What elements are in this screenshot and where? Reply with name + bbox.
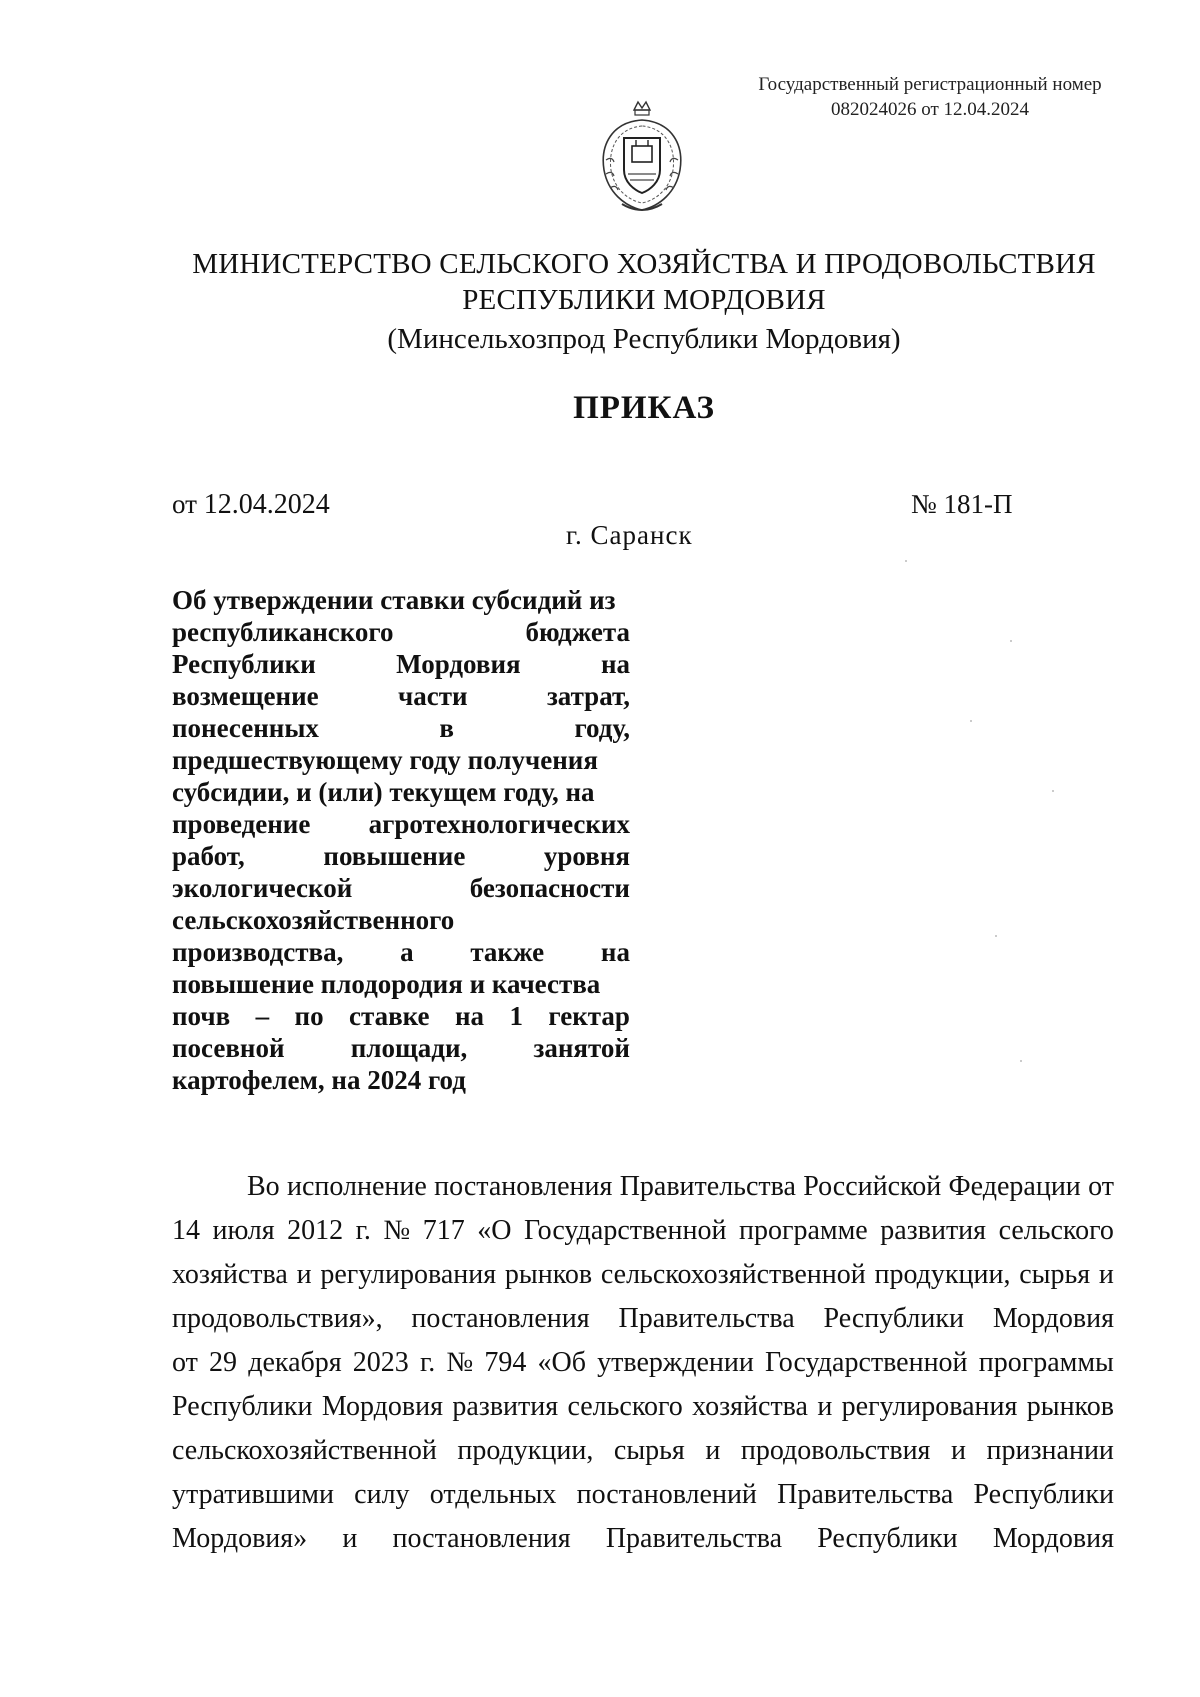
word: 29 (209, 1347, 238, 1378)
order-subject (172, 584, 630, 1096)
date-prefix: от (172, 489, 197, 519)
ministry-name-line-1: МИНИСТЕРСТВО СЕЛЬСКОГО ХОЗЯЙСТВА И ПРОДОВОЛЬСТВИЯ (192, 248, 1096, 280)
word: повышение (323, 841, 466, 871)
word: посевной (172, 1033, 285, 1063)
word: г. (355, 1215, 371, 1246)
subject-line (172, 872, 630, 904)
word: и (817, 1391, 833, 1422)
word: программы (978, 1347, 1114, 1378)
body-line (172, 1473, 1114, 1517)
subject-line (172, 584, 630, 616)
word: сельскохозяйственного (172, 905, 455, 935)
registration-line-1: Государственный регистрационный номер (758, 74, 1102, 95)
word: и (950, 1435, 966, 1466)
scan-speck (1010, 640, 1012, 642)
word: Мордовия (992, 1523, 1114, 1554)
registration-line-2: 082024026 от 12.04.2024 (830, 99, 1030, 120)
word: постановления (411, 1303, 590, 1334)
word: № (383, 1215, 411, 1246)
word: Правительства (605, 1523, 783, 1554)
word: и (342, 1523, 358, 1554)
word: картофелем, на 2024 год (172, 1065, 466, 1095)
word: сырья (613, 1435, 685, 1466)
word: – (255, 1001, 270, 1031)
word: утверждении (597, 1347, 754, 1378)
word: сельского (998, 1215, 1114, 1246)
word: и (1098, 1259, 1114, 1290)
ministry-short-name: (Минсельхозпрод Республики Мордовия) (387, 323, 901, 355)
scan-speck (1052, 790, 1054, 792)
word: сельскохозяйственной (172, 1435, 437, 1466)
subject-line (172, 904, 630, 936)
word: хозяйства (172, 1259, 288, 1290)
word: субсидии, и (или) текущем году, на (172, 777, 595, 807)
word: сельскохозяйственной (600, 1259, 866, 1290)
word: Российской (803, 1171, 942, 1202)
word: Государственной (765, 1347, 968, 1378)
word: утратившими (172, 1479, 334, 1510)
word: почв (172, 1001, 231, 1031)
subject-line (172, 1064, 630, 1096)
subject-line (172, 1032, 630, 1064)
word: хозяйства (692, 1391, 808, 1422)
word: также (470, 937, 545, 967)
word: Правительства (619, 1171, 796, 1202)
word: и (705, 1435, 721, 1466)
word: 794 (484, 1347, 527, 1378)
body-line (172, 1385, 1114, 1429)
word: Об утверждении ставки субсидий из (172, 585, 616, 615)
word: регулирования (841, 1391, 1018, 1422)
document-type-title: ПРИКАЗ (573, 390, 715, 426)
scan-speck (995, 935, 997, 937)
word: Во (247, 1171, 280, 1202)
word: 2023 (352, 1347, 409, 1378)
word: программе (738, 1215, 868, 1246)
subject-line (172, 680, 630, 712)
order-date (172, 489, 330, 521)
word: на (454, 1001, 485, 1031)
subject-line (172, 744, 630, 776)
word: Правительства (618, 1303, 795, 1334)
word: Республики (172, 1391, 313, 1422)
word: сельского (567, 1391, 683, 1422)
subject-line (172, 648, 630, 680)
word: безопасности (469, 873, 630, 903)
word: рынков (504, 1259, 593, 1290)
coat-of-arms-emblem-icon (592, 100, 692, 218)
word: июля (212, 1215, 275, 1246)
word: проведение (172, 809, 311, 839)
word: повышение плодородия и качества (172, 969, 601, 999)
word: постановлений (576, 1479, 757, 1510)
subject-line (172, 776, 630, 808)
body-line (172, 1209, 1114, 1253)
body-line (172, 1253, 1114, 1297)
word: «Об (537, 1347, 586, 1378)
word: понесенных (172, 713, 319, 743)
word: постановления (392, 1523, 571, 1554)
word: Мордовия (396, 649, 521, 679)
word: агротехнологических (368, 809, 630, 839)
word: Республики (172, 649, 316, 679)
word: части (398, 681, 468, 711)
word: на (600, 937, 630, 967)
body-line (172, 1429, 1114, 1473)
word: постановления (434, 1171, 613, 1202)
body-line (172, 1341, 1114, 1385)
word: по (294, 1001, 324, 1031)
word: № (446, 1347, 474, 1378)
word: сырья (1019, 1259, 1091, 1290)
word: занятой (533, 1033, 630, 1063)
word: году, (574, 713, 630, 743)
word: декабря (248, 1347, 342, 1378)
ministry-name-line-2: РЕСПУБЛИКИ МОРДОВИЯ (462, 284, 826, 316)
word: гектар (548, 1001, 630, 1031)
scan-speck (1020, 1060, 1022, 1062)
order-city: г. Саранск (566, 520, 693, 550)
subject-line (172, 712, 630, 744)
order-number: № 181-П (911, 489, 1013, 519)
word: регулирования (320, 1259, 497, 1290)
word: 14 (172, 1215, 200, 1246)
subject-line (172, 808, 630, 840)
ministry-name (0, 246, 1200, 318)
word: Правительства (777, 1479, 954, 1510)
body-line (172, 1165, 1114, 1209)
word: рынков (1026, 1391, 1114, 1422)
word: продовольствия (740, 1435, 931, 1466)
body-line (172, 1297, 1114, 1341)
scan-speck (970, 720, 972, 722)
word: Мордовия» (172, 1523, 308, 1554)
word: от (172, 1347, 198, 1378)
word: 2012 (287, 1215, 344, 1246)
word: Мордовия (321, 1391, 443, 1422)
word: признании (986, 1435, 1114, 1466)
word: Мордовия (992, 1303, 1114, 1334)
subject-line (172, 936, 630, 968)
word: продукции, (874, 1259, 1011, 1290)
word: площади, (350, 1033, 468, 1063)
word: Республики (817, 1523, 958, 1554)
word: продовольствия», (172, 1303, 383, 1334)
word: от (1088, 1171, 1114, 1202)
word: возмещение (172, 681, 319, 711)
registration-number-block (720, 72, 1140, 122)
word: работ, (172, 841, 245, 871)
word: и (296, 1259, 312, 1290)
word: на (600, 649, 630, 679)
word: Государственной (523, 1215, 727, 1246)
date-value: 12.04.2024 (203, 489, 330, 520)
word: 1 (509, 1001, 523, 1031)
subject-line (172, 968, 630, 1000)
word: предшествующему году получения (172, 745, 598, 775)
word: ставке (349, 1001, 430, 1031)
word: развития (452, 1391, 559, 1422)
word: в (439, 713, 454, 743)
subject-line (172, 616, 630, 648)
word: республиканского (172, 617, 394, 647)
body-line (172, 1517, 1114, 1561)
scan-speck (905, 560, 907, 562)
word: затрат, (546, 681, 630, 711)
word: развития (880, 1215, 987, 1246)
word: Республики (973, 1479, 1114, 1510)
word: отдельных (429, 1479, 557, 1510)
word: исполнение (287, 1171, 427, 1202)
word: а (400, 937, 414, 967)
word: продукции, (457, 1435, 594, 1466)
word: Федерации (948, 1171, 1081, 1202)
word: экологической (172, 873, 353, 903)
word: силу (354, 1479, 410, 1510)
word: бюджета (525, 617, 630, 647)
subject-line (172, 1000, 630, 1032)
word: 717 (422, 1215, 465, 1246)
word: г. (419, 1347, 436, 1378)
subject-line (172, 840, 630, 872)
word: производства, (172, 937, 344, 967)
word: уровня (543, 841, 630, 871)
word: «О (477, 1215, 512, 1246)
order-body-paragraph (172, 1165, 1114, 1561)
word: Республики (823, 1303, 964, 1334)
